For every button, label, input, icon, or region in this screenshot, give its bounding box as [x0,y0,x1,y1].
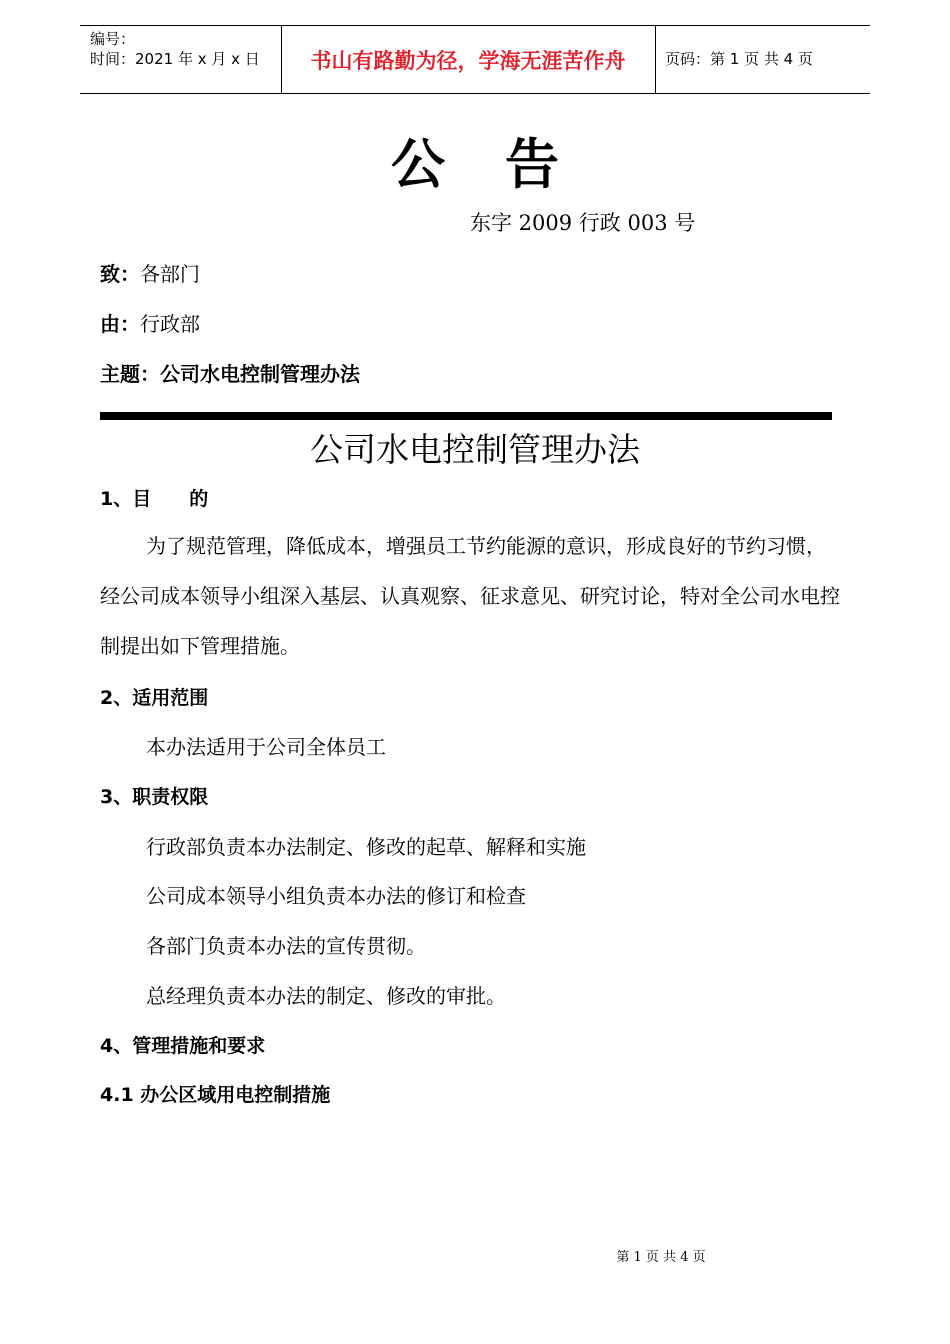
number-label: 编号： [90,30,136,48]
section-3-item: 行政部负责本办法制定、修改的起草、解释和实施 [146,835,586,859]
notice-title: 公告 [391,132,619,196]
section-3-heading: 3、职责权限 [100,786,209,808]
header-meta [90,29,260,69]
section-2-heading: 2、适用范围 [100,687,209,709]
section-1-paragraph: 为了规范管理，降低成本，增强员工节约能源的意识，形成良好的节约习惯，经公司成本领导小组深入基层、认真观察、征求意见、研究讨论，特对全公司水电控制提出如下管理措施。 [100,534,840,658]
from-line [100,308,200,337]
section-1-heading: 1、目 的 [100,488,209,510]
doc-number: 东字 2009 行政 003 号 [470,211,696,235]
to-value: 各部门 [140,262,200,286]
page-footer [0,1246,950,1265]
document-title: 公司水电控制管理办法 [310,430,640,469]
section-4-1-heading: 4.1 办公区域用电控制措施 [100,1084,331,1106]
header-motto: 书山有路勤为径，学海无涯苦作舟 [310,48,626,73]
subject-label: 主题： [100,362,160,386]
from-value: 行政部 [140,312,200,336]
divider-rule [100,412,832,420]
subject-value: 公司水电控制管理办法 [160,362,360,386]
to-label: 致： [100,262,140,286]
time-label: 时间：2021 年 x 月 x 日 [90,50,260,68]
header-page-info: 页码：第 1 页 共 4 页 [665,50,813,68]
section-3-item: 各部门负责本办法的宣传贯彻。 [146,934,426,958]
section-3-item: 公司成本领导小组负责本办法的修订和检查 [146,884,526,908]
to-line [100,258,200,287]
footer-page-number: 第 1 页 共 4 页 [616,1250,706,1265]
page-header [80,25,870,94]
section-3-item: 总经理负责本办法的制定、修改的审批。 [146,984,506,1008]
section-2-text: 本办法适用于公司全体员工 [146,735,386,759]
from-label: 由： [100,312,140,336]
subject-line [100,358,360,387]
section-4-heading: 4、管理措施和要求 [100,1035,266,1057]
header-divider [655,26,656,93]
